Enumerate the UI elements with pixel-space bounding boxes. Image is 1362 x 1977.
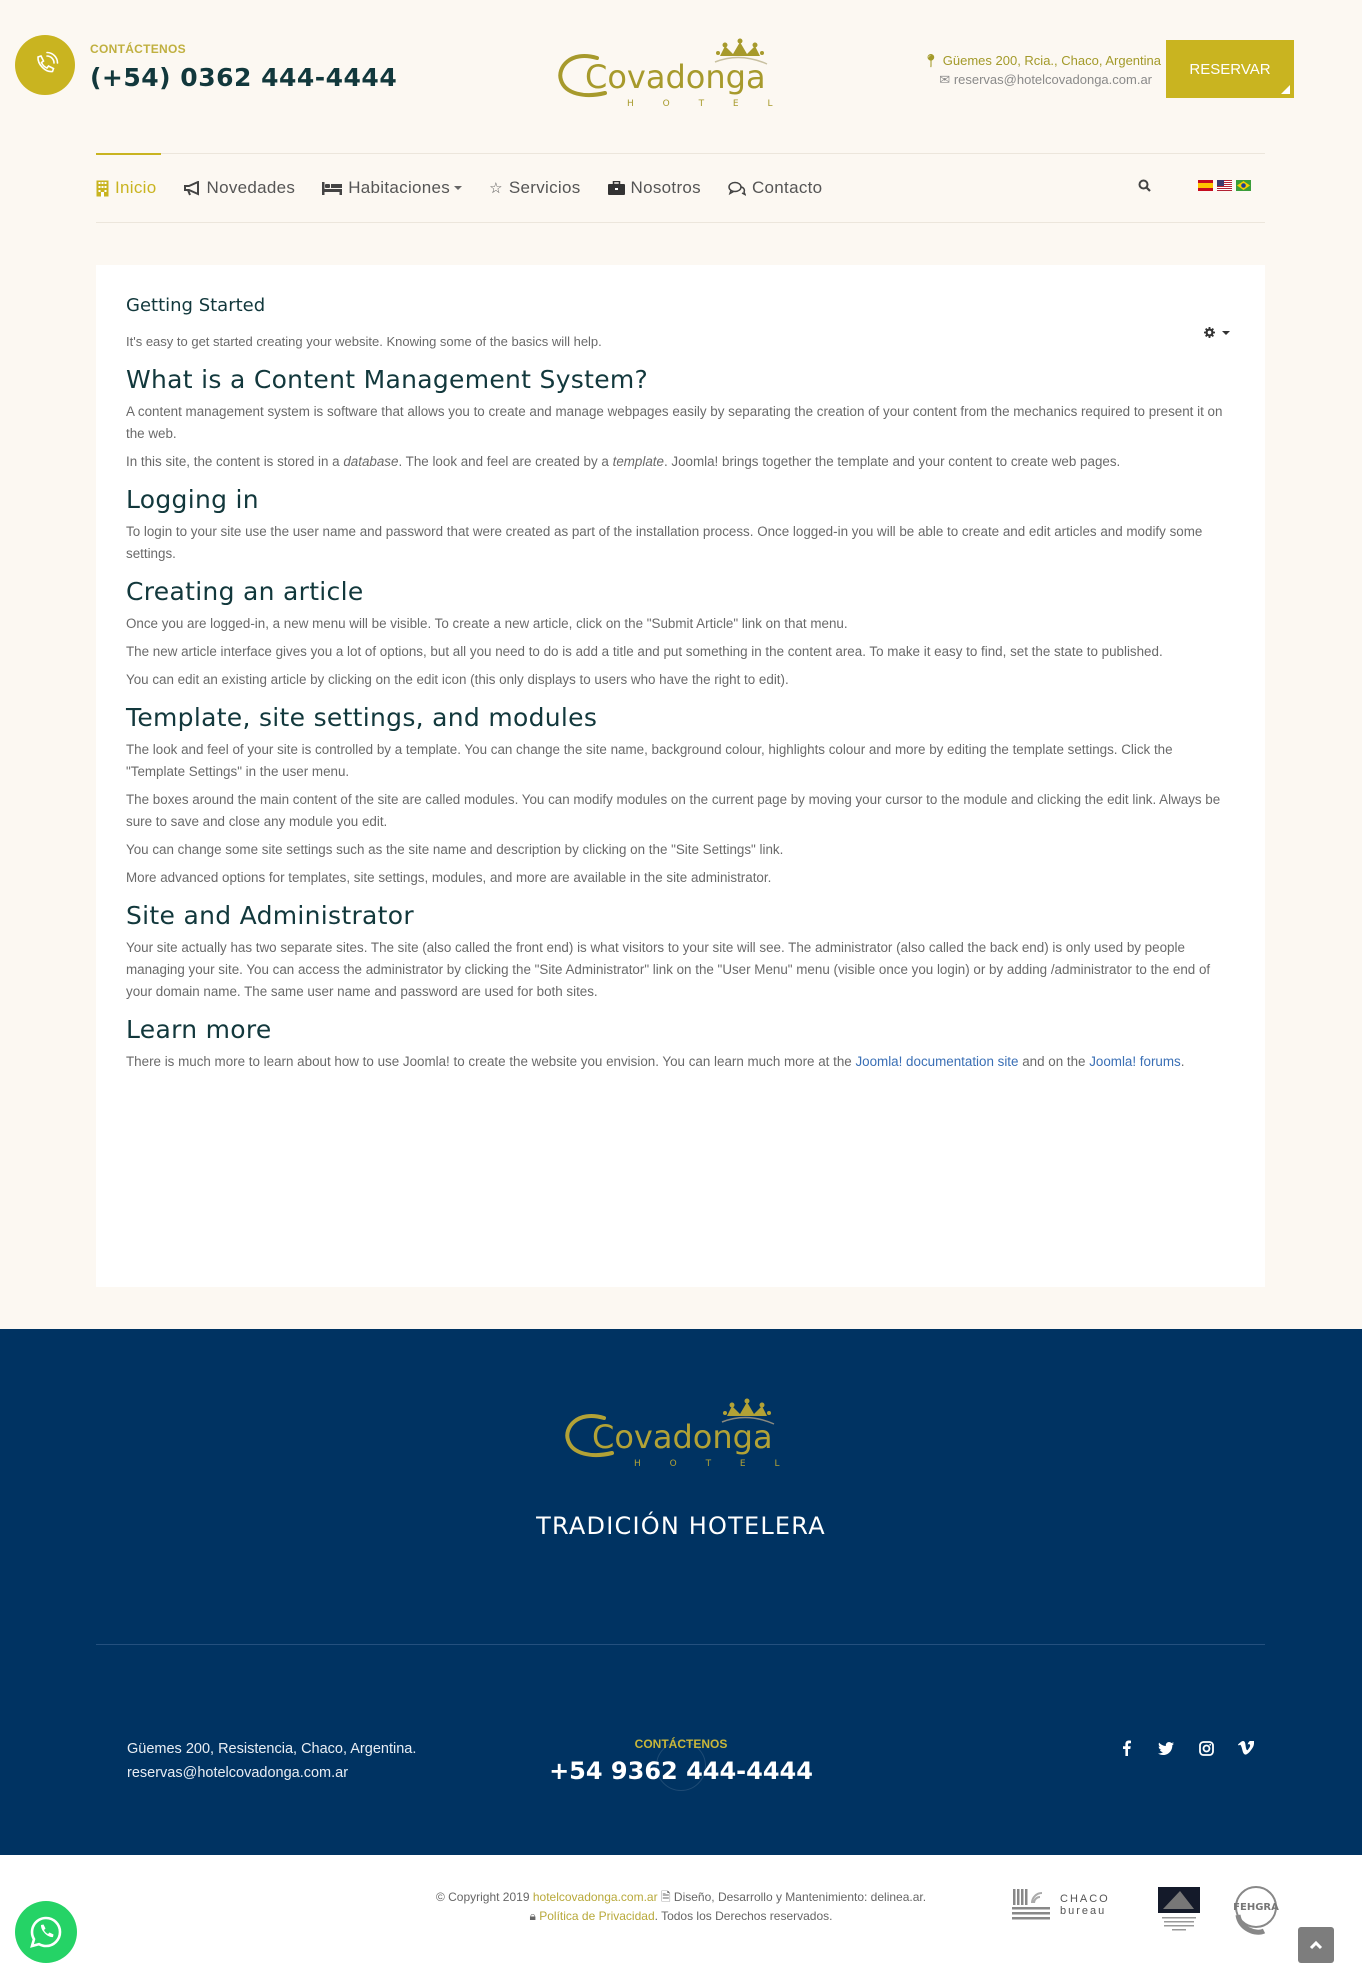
envelope-icon: ✉: [939, 72, 951, 87]
joomla-docs-link[interactable]: Joomla! documentation site: [855, 1054, 1019, 1069]
nav-item-habitaciones[interactable]: [322, 178, 462, 198]
site-header: [0, 0, 1362, 150]
logo-wordmark: Covadonga: [585, 58, 766, 96]
logo-subtitle: H O T E L: [634, 1459, 793, 1469]
fehgra-text: FEHGRA: [1232, 1902, 1279, 1913]
code-file-icon: 🗎︎: [660, 1890, 671, 1904]
language-switcher: [1198, 180, 1251, 191]
footer-logo: [562, 1398, 802, 1470]
bottom-bar: [0, 1855, 1362, 1977]
footer-contact-label: CONTÁCTENOS: [634, 1737, 728, 1751]
back-to-top-button[interactable]: [1298, 1927, 1334, 1963]
phone-icon: [30, 50, 60, 80]
paragraph: Once you are logged-in, a new menu will be visible. To create a new article, click on the "Submit Article" link on that menu.: [126, 616, 848, 631]
search-icon: [1138, 179, 1151, 192]
section-heading: Creating an article: [126, 577, 364, 606]
flag-us-icon[interactable]: [1217, 180, 1232, 191]
phone-icon-circle[interactable]: [15, 35, 75, 95]
partner-logos: [1012, 1885, 1284, 1940]
corner-triangle: [1281, 85, 1290, 94]
partner-fehgra[interactable]: [1228, 1885, 1284, 1940]
section-heading: Site and Administrator: [126, 901, 414, 930]
paragraph: There is much more to learn about how to use Joomla! to create the website you envision. You can learn much more at the Joomla! documentation site and on the Joomla! forums.: [126, 1054, 1185, 1069]
nav-item-novedades[interactable]: [184, 178, 296, 198]
chaco-text: CHACO: [1060, 1893, 1110, 1905]
flag-es-icon[interactable]: [1198, 180, 1213, 191]
nav-label: Inicio: [115, 178, 157, 197]
whatsapp-button[interactable]: [15, 1901, 77, 1963]
whatsapp-icon: [29, 1915, 63, 1949]
copyright-text: © Copyright 2019: [435, 1890, 533, 1904]
nav-item-contacto[interactable]: [728, 178, 822, 198]
nav-label: Novedades: [206, 178, 296, 197]
social-links: [1116, 1738, 1256, 1758]
header-email[interactable]: [939, 72, 1152, 88]
logo-wordmark: Covadonga: [592, 1418, 773, 1456]
email-text: reservas@hotelcovadonga.com.ar: [953, 72, 1152, 87]
paragraph: In this site, the content is stored in a database. The look and feel are created by a template. Joomla! brings together the template and your content to create web pages.: [126, 454, 1121, 469]
logo-subtitle: H O T E L: [627, 99, 786, 109]
hotel-logo[interactable]: [555, 38, 795, 110]
footer-email[interactable]: reservas@hotelcovadonga.com.ar: [127, 1765, 349, 1781]
user-secret-icon: 🔒︎: [529, 1909, 536, 1923]
twitter-icon[interactable]: [1156, 1738, 1176, 1758]
module-title: Getting Started: [126, 295, 266, 316]
footer-tagline: TRADICIÓN HOTELERA: [536, 1512, 826, 1540]
comments-icon: [728, 181, 746, 196]
chevron-up-icon: [1309, 1940, 1323, 1950]
site-footer: [0, 1329, 1362, 1855]
paragraph: More advanced options for templates, site settings, modules, and more are available in the site administrator.: [126, 870, 772, 885]
header-address: [923, 53, 1161, 69]
paragraph: The boxes around the main content of the site are called modules. You can modify modules on the current page by moving your cursor to the module and clicking the edit link. Always be sure to save and close any module you edit.: [126, 792, 1221, 829]
partner-chaco-bureau[interactable]: [1012, 1885, 1110, 1925]
nav-item-inicio[interactable]: [96, 178, 157, 198]
paragraph: You can change some site settings such as the site name and description by clicking on the "Site Settings" link.: [126, 842, 784, 857]
vimeo-icon[interactable]: [1236, 1738, 1256, 1758]
bureau-text: bureau: [1060, 1905, 1107, 1917]
nav-label: Nosotros: [630, 178, 701, 197]
section-heading: What is a Content Management System?: [126, 365, 649, 394]
nav-label: Habitaciones: [348, 178, 451, 197]
bullhorn-icon: [184, 181, 201, 196]
section-heading: Learn more: [126, 1015, 272, 1044]
credit-text: Diseño, Desarrollo y Mantenimiento: delinea.ar.: [670, 1890, 927, 1904]
section-heading: Template, site settings, and modules: [126, 703, 598, 732]
footer-address: Güemes 200, Resistencia, Chaco, Argentina.: [127, 1741, 417, 1757]
paragraph: The look and feel of your site is controlled by a template. You can change the site name, background colour, highlights colour and more by editing the template settings. Click the "Template Settings" in the user menu.: [126, 742, 1173, 779]
paragraph: To login to your site use the user name and password that were created as part of the installation process. Once logged-in you will be able to create and edit articles and modify some settings.: [126, 524, 1203, 561]
star-icon: ☆: [489, 180, 503, 197]
reserve-button[interactable]: [1166, 40, 1294, 98]
paragraph: A content management system is software that allows you to create and manage webpages easily by separating the creation of your content from the mechanics required to present it on the web.: [126, 404, 1223, 441]
paragraph: The new article interface gives you a lot of options, but all you need to do is add a title and put something in the content area. To make it easy to find, set the state to published.: [126, 644, 1163, 659]
section-heading: Logging in: [126, 485, 259, 514]
privacy-link[interactable]: Política de Privacidad: [539, 1909, 655, 1923]
joomla-forums-link[interactable]: Joomla! forums: [1089, 1054, 1181, 1069]
rights-text: . Todos los Derechos reservados.: [654, 1909, 833, 1923]
partner-asociacion-hoteles[interactable]: [1158, 1885, 1200, 1940]
paragraph: Your site actually has two separate sites. The site (also called the front end) is what visitors to your site will see. The administrator (also called the back end) is only used by people managing your site. You can access the administrator by clicking the "Site Administrator" link on the "User Menu" menu (visible once you login) or by adding /administrator to the end of your domain name. The same user name and password are used for both sites.: [126, 940, 1211, 999]
instagram-icon[interactable]: [1196, 1738, 1216, 1758]
address-text: Güemes 200, Rcia., Chaco, Argentina: [942, 53, 1161, 68]
footer-divider: [96, 1644, 1265, 1645]
article-card: [96, 265, 1265, 1287]
briefcase-icon: [608, 181, 625, 195]
building-icon: [96, 180, 109, 197]
bed-icon: [322, 182, 342, 195]
reserve-label: RESERVAR: [1189, 60, 1271, 78]
contact-phone[interactable]: (+54) 0362 444-4444: [90, 63, 398, 92]
main-nav: [96, 153, 1265, 223]
contact-label: CONTÁCTENOS: [90, 42, 186, 56]
nav-item-servicios[interactable]: [489, 178, 580, 198]
chevron-down-icon: [454, 186, 462, 190]
map-marker-icon: 📍︎: [922, 53, 940, 68]
paragraph: You can edit an existing article by clicking on the edit icon (this only displays to users who have the right to edit).: [126, 672, 789, 687]
site-link[interactable]: hotelcovadonga.com.ar: [532, 1890, 658, 1904]
intro-text: It's easy to get started creating your website. Knowing some of the basics will help.: [126, 334, 602, 349]
nav-label: Servicios: [508, 178, 581, 197]
search-button[interactable]: [1138, 179, 1151, 197]
nav-item-nosotros[interactable]: [608, 178, 701, 198]
nav-label: Contacto: [751, 178, 823, 197]
nav-active-indicator: [96, 153, 161, 155]
footer-phone[interactable]: +54 9362 444-4444: [549, 1757, 813, 1785]
flag-br-icon[interactable]: [1236, 180, 1251, 191]
facebook-icon[interactable]: [1116, 1738, 1136, 1758]
